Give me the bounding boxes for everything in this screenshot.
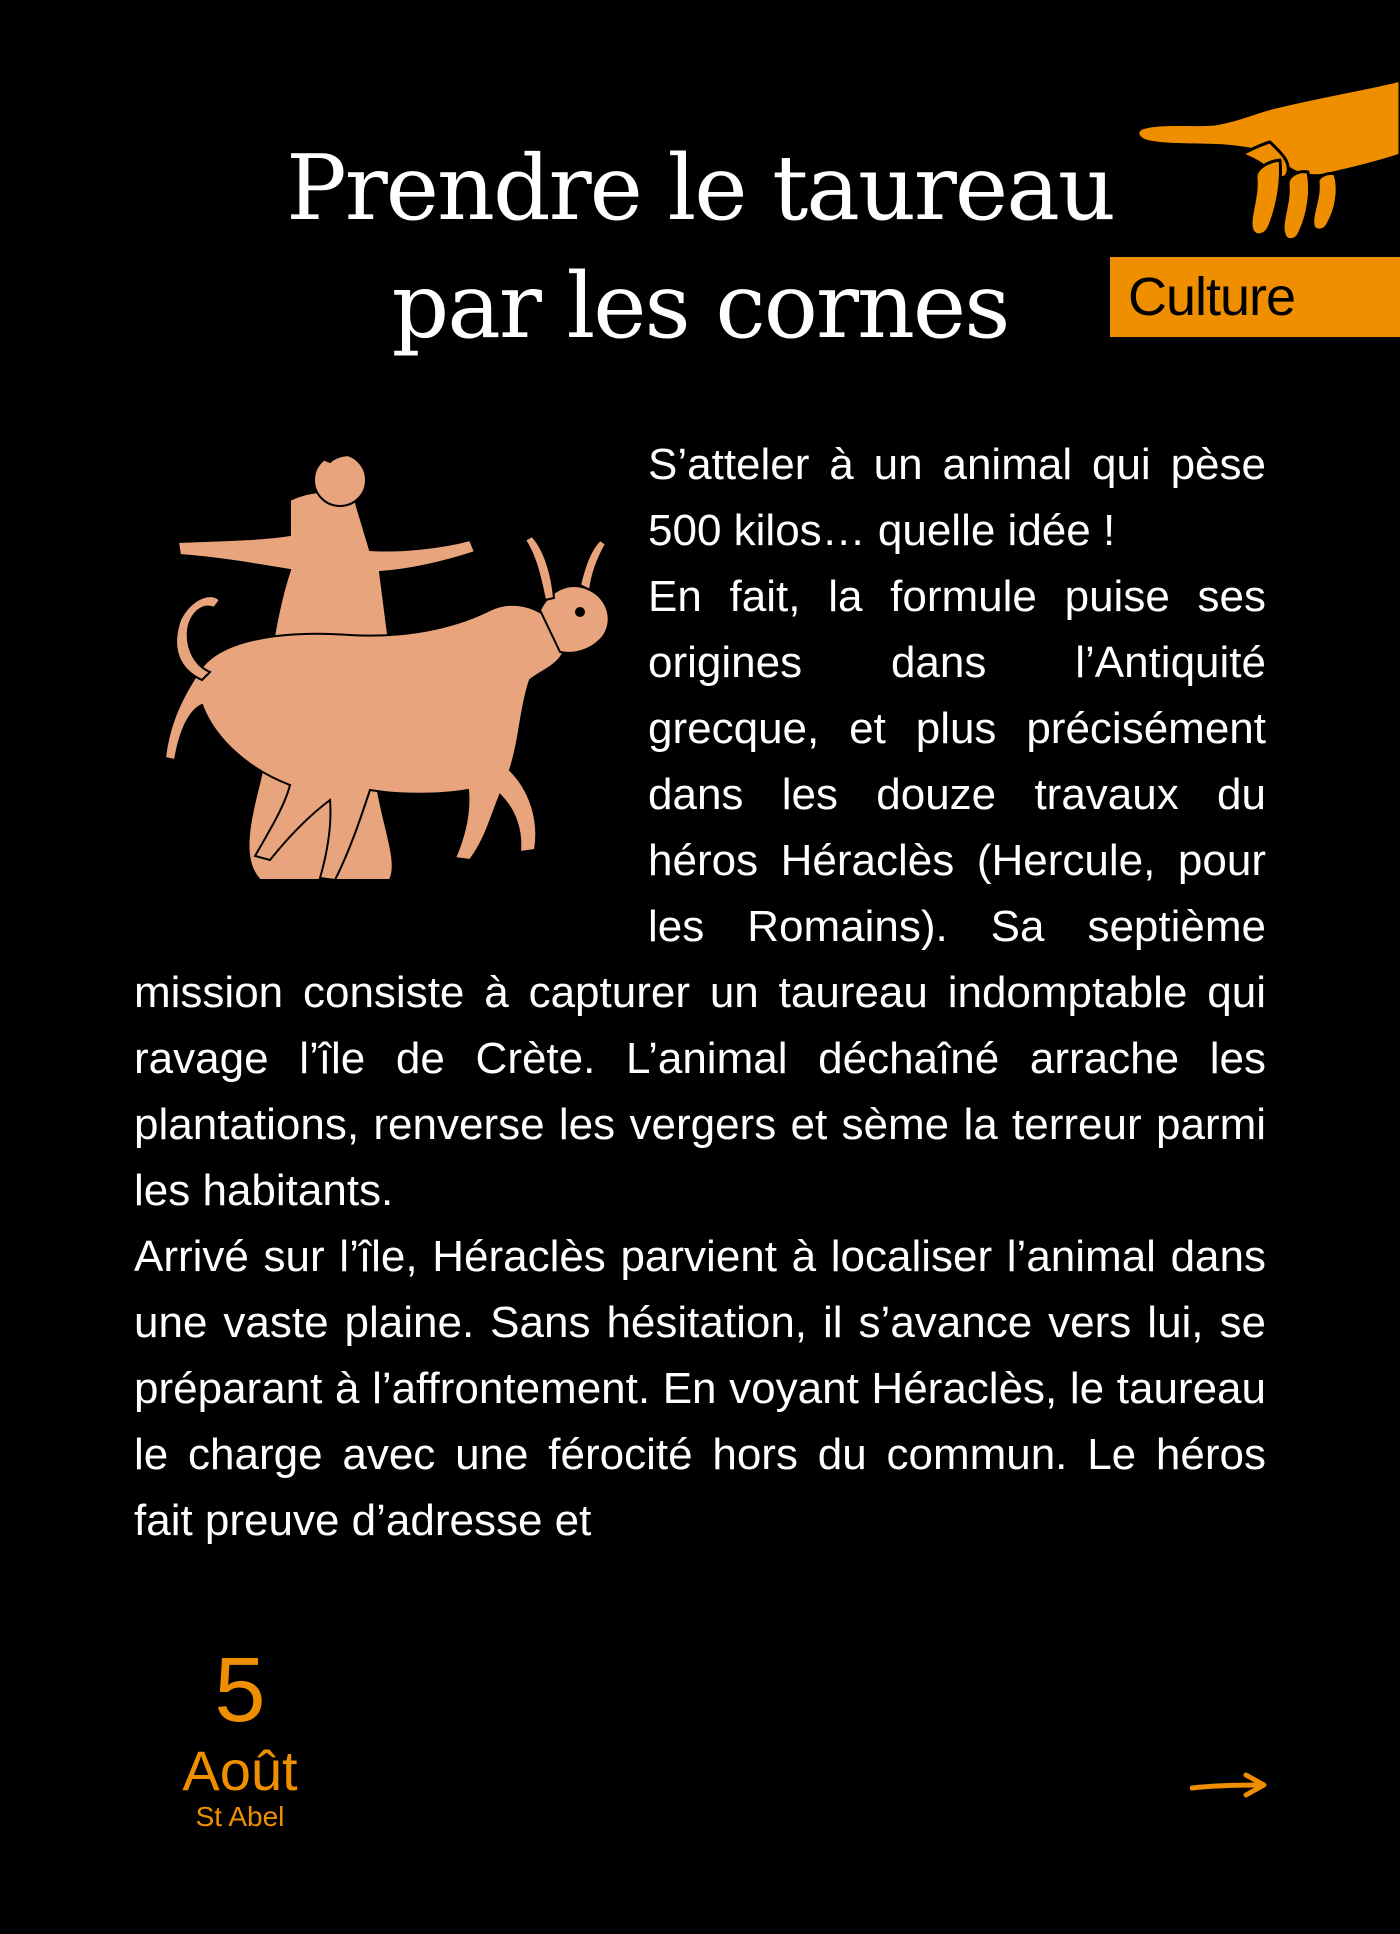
date-day: 5 xyxy=(214,1639,266,1741)
arrow-right-icon[interactable] xyxy=(1190,1770,1270,1800)
title-line-2: par les cornes xyxy=(391,254,1009,359)
article-body xyxy=(134,432,1266,1554)
article-paragraph-encounter: Arrivé sur l’île, Héraclès parvient à localiser l’animal dans une vaste plaine. Sans hésitation, il s’avance vers lui, se préparant à l’affrontement. En voyant Héraclès, le taureau le charge avec une férocité hors du commun. Le héros fait preuve d’adresse et xyxy=(134,1232,1266,1545)
article-paragraph-origin: En fait, la formule puise ses origines dans l’Antiquité grecque, et plus précisément dans les douze travaux du héros Héraclès (Hercule, pour les Romains). Sa septième mission consiste à capturer un taureau indomptable qui ravage l’île de Crète. L’animal déchaîné arrache les plantations, renverse les vergers et sème la terreur parmi les habitants. xyxy=(134,572,1266,1215)
category-tag: Culture xyxy=(1110,257,1400,337)
calendar-date xyxy=(150,1640,330,1832)
pointing-hand-icon xyxy=(1130,80,1400,255)
illustration-spacer xyxy=(134,432,648,960)
title-line-1: Prendre le taureau xyxy=(286,136,1114,241)
date-month: Août xyxy=(182,1739,298,1802)
article-paragraph-intro: S’atteler à un animal qui pèse 500 kilos… quelle idée ! xyxy=(648,440,1266,555)
date-saint: St Abel xyxy=(195,1801,285,1832)
page-title xyxy=(200,130,1200,366)
